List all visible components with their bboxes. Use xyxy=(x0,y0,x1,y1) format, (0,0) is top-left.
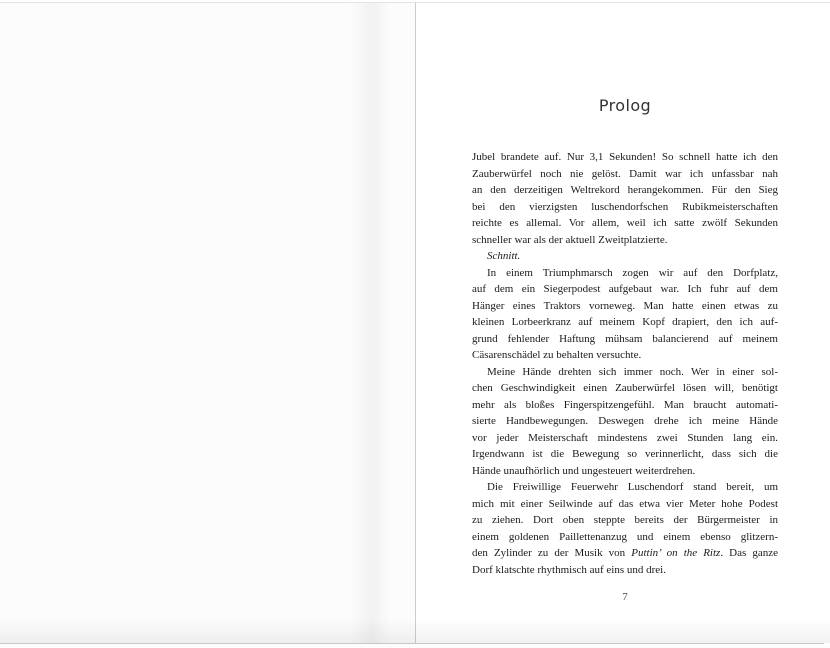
spine-shadow xyxy=(349,3,391,643)
text-line: Hände unaufhörlich und ungesteuert weiterdrehen. xyxy=(472,464,696,477)
text-line: Jubel brandete auf. Nur 3,1 Sekunden! So schnell hatte ich den xyxy=(472,151,778,163)
text-line: reichte es allemal. Vor allem, weil ich satte zwölf Sekunden xyxy=(472,217,778,229)
text-line: Dorf klatschte rhythmisch auf eins und drei. xyxy=(472,563,666,576)
chapter-title: Prolog xyxy=(598,96,652,115)
text-line: Zauberwürfel noch nie gelöst. Damit war ich unfassbar nah xyxy=(472,167,778,180)
text-line: Cäsarenschädel zu behalten versuchte. xyxy=(472,349,642,361)
text-line: schneller war als der aktuell Zweitplatzierte. xyxy=(472,233,668,246)
right-page[interactable] xyxy=(416,3,830,643)
text-line: kleinen Lorbeerkranz auf meinem Kopf drapiert, den ich auf- xyxy=(472,316,778,328)
text-line: Hänger eines Traktors vorneweg. Man hatte einen etwas zu xyxy=(472,299,778,312)
text-line: Irgendwann ist die Bewegung so verinnerlicht, dass sich die xyxy=(472,448,778,460)
text-line: In einem Triumphmarsch zogen wir auf den Dorfplatz, xyxy=(487,266,778,279)
chapter-body-text xyxy=(472,149,778,578)
text-line: den Zylinder zu der Musik von Puttin’ on the Ritz. Das ganze xyxy=(472,547,778,559)
text-line: mich mit einer Seilwinde auf das etwa vier Meter hohe Podest xyxy=(472,497,778,510)
text-line: auf dem ein Siegerpodest aufgebaut war. Ich fuhr auf dem xyxy=(472,283,778,295)
text-line: mehr als bloßes Fingerspitzengefühl. Man braucht automati- xyxy=(472,398,778,411)
text-line: an den derzeitigen Weltrekord herangekommen. Für den Sieg xyxy=(472,184,778,196)
text-line: zu ziehen. Dort oben steppte bereits der Bürgermeister in xyxy=(472,514,778,526)
text-line: vor jeder Meisterschaft mindestens zwei Stunden lang ein. xyxy=(472,431,778,444)
text-line: Meine Hände drehten sich immer noch. Wer in einer sol- xyxy=(487,365,778,378)
text-line: grund fehlender Haftung mühsam balancierend auf meinem xyxy=(472,332,778,345)
page-number: 7 xyxy=(622,591,628,603)
text-line: bei den vierzigsten luschendorfschen Rubikmeisterschaften xyxy=(472,200,778,213)
text-line: chen Geschwindigkeit einen Zauberwürfel lösen will, benötigt xyxy=(472,382,778,394)
text-line: einem goldenen Paillettenanzug und einem ebenso glitzern- xyxy=(472,530,778,543)
area-below-book xyxy=(0,644,830,648)
text-line: Die Freiwillige Feuerwehr Luschendorf stand bereit, um xyxy=(487,481,778,493)
text-line: sierte Handbewegungen. Deswegen drehe ich meine Hände xyxy=(472,415,778,427)
left-page-blank[interactable] xyxy=(0,3,415,643)
text-line: Schnitt. xyxy=(487,250,521,262)
